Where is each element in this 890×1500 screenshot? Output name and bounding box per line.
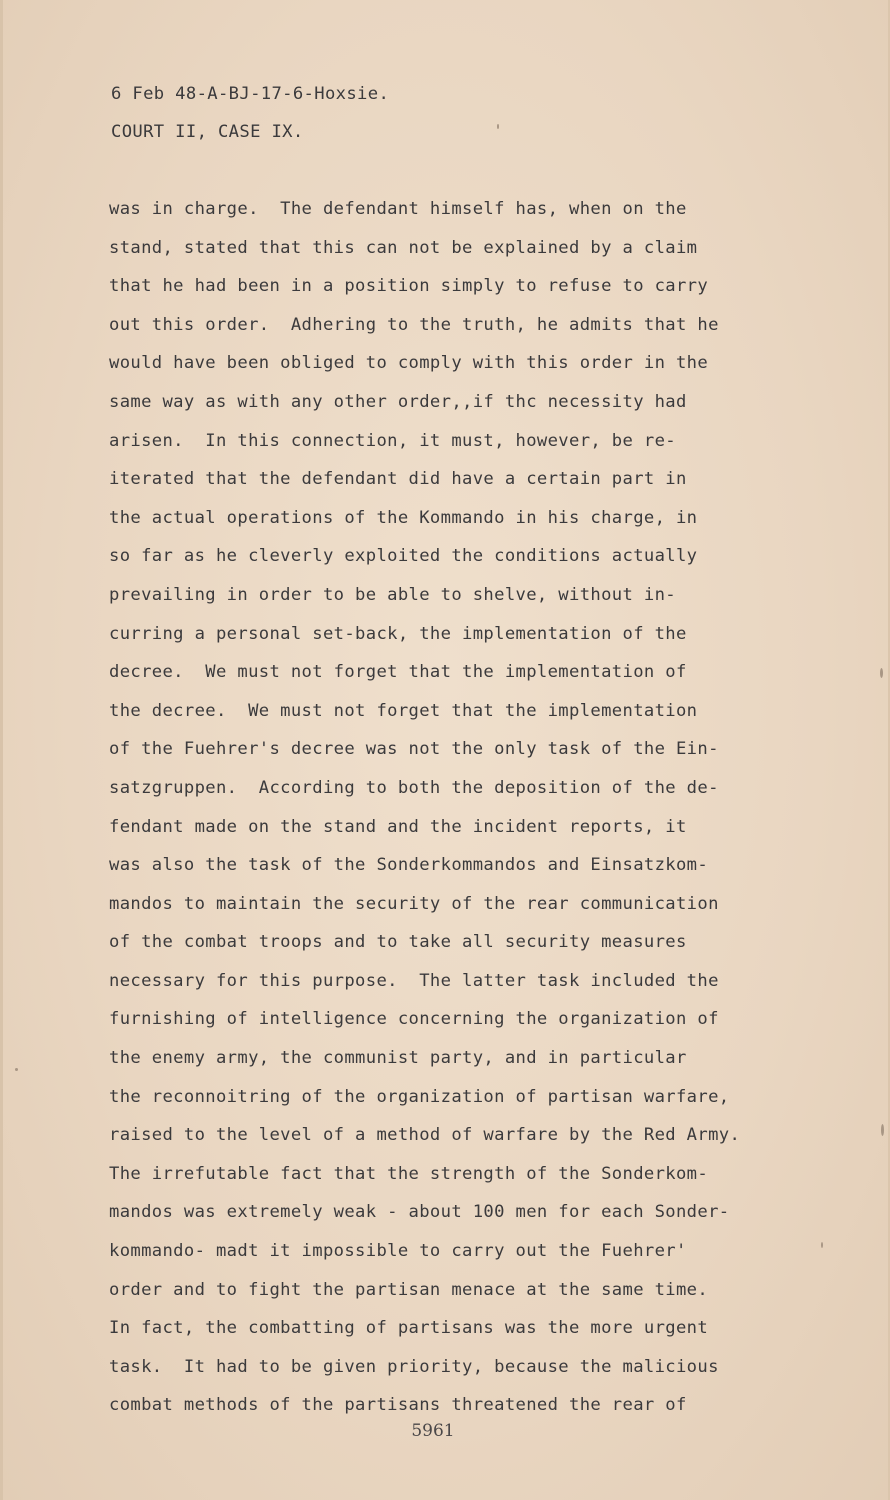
body-line: task. It had to be given priority, because the malicious <box>109 1356 719 1377</box>
body-line: mandos to maintain the security of the rear communication <box>109 893 719 914</box>
body-line: of the Fuehrer's decree was not the only task of the Ein- <box>109 739 719 760</box>
court-case-heading: COURT II, CASE IX. <box>111 122 304 142</box>
paper-speck <box>497 124 499 129</box>
body-line: so far as he cleverly exploited the conditions actually <box>109 546 698 567</box>
paper-speck <box>880 668 883 678</box>
paper-speck <box>881 1124 884 1136</box>
body-line: order and to fight the partisan menace at the same time. <box>109 1279 709 1300</box>
body-line: that he had been in a position simply to refuse to carry <box>109 276 709 297</box>
paper-speck <box>821 1242 823 1248</box>
body-line: of the combat troops and to take all security measures <box>109 932 687 953</box>
body-line: stand, stated that this can not be explained by a claim <box>109 237 698 258</box>
body-line: was in charge. The defendant himself has, when on the <box>109 199 687 219</box>
body-line: same way as with any other order,,if thc necessity had <box>109 391 687 412</box>
body-line: the reconnoitring of the organization of partisan warfare, <box>109 1086 730 1107</box>
body-line: prevailing in order to be able to shelve, without in- <box>109 584 676 605</box>
page-number: 5961 <box>411 1421 455 1441</box>
body-line: iterated that the defendant did have a certain part in <box>109 469 687 490</box>
body-line: was also the task of the Sonderkommandos and Einsatzkom- <box>109 855 709 876</box>
body-line: In fact, the combatting of partisans was the more urgent <box>109 1318 709 1339</box>
body-line: would have been obliged to comply with this order in the <box>109 353 709 374</box>
body-line: necessary for this purpose. The latter task included the <box>109 970 719 991</box>
body-line: the enemy army, the communist party, and in particular <box>109 1048 687 1069</box>
body-line: out this order. Adhering to the truth, he admits that he <box>109 314 719 335</box>
paper-speck <box>15 1068 18 1071</box>
body-line: curring a personal set-back, the implementation of the <box>109 623 687 644</box>
body-line: arisen. In this connection, it must, however, be re- <box>109 430 676 451</box>
body-line: fendant made on the stand and the incident reports, it <box>109 816 687 837</box>
body-line: the decree. We must not forget that the implementation <box>109 700 698 721</box>
body-text <box>109 194 809 1429</box>
body-line: kommando- madt it impossible to carry out the Fuehrer' <box>109 1241 687 1262</box>
body-line: raised to the level of a method of warfare by the Red Army. <box>109 1125 741 1146</box>
body-line: The irrefutable fact that the strength of the Sonderkom- <box>109 1163 709 1184</box>
body-line: combat methods of the partisans threatened the rear of <box>109 1395 687 1416</box>
body-line: mandos was extremely weak - about 100 men for each Sonder- <box>109 1202 730 1223</box>
body-line: furnishing of intelligence concerning the organization of <box>109 1009 719 1030</box>
document-reference: 6 Feb 48-A-BJ-17-6-Hoxsie. <box>111 84 390 104</box>
body-line: decree. We must not forget that the implementation of <box>109 662 687 683</box>
body-line: satzgruppen. According to both the deposition of the de- <box>109 777 719 798</box>
body-line: the actual operations of the Kommando in his charge, in <box>109 507 698 528</box>
